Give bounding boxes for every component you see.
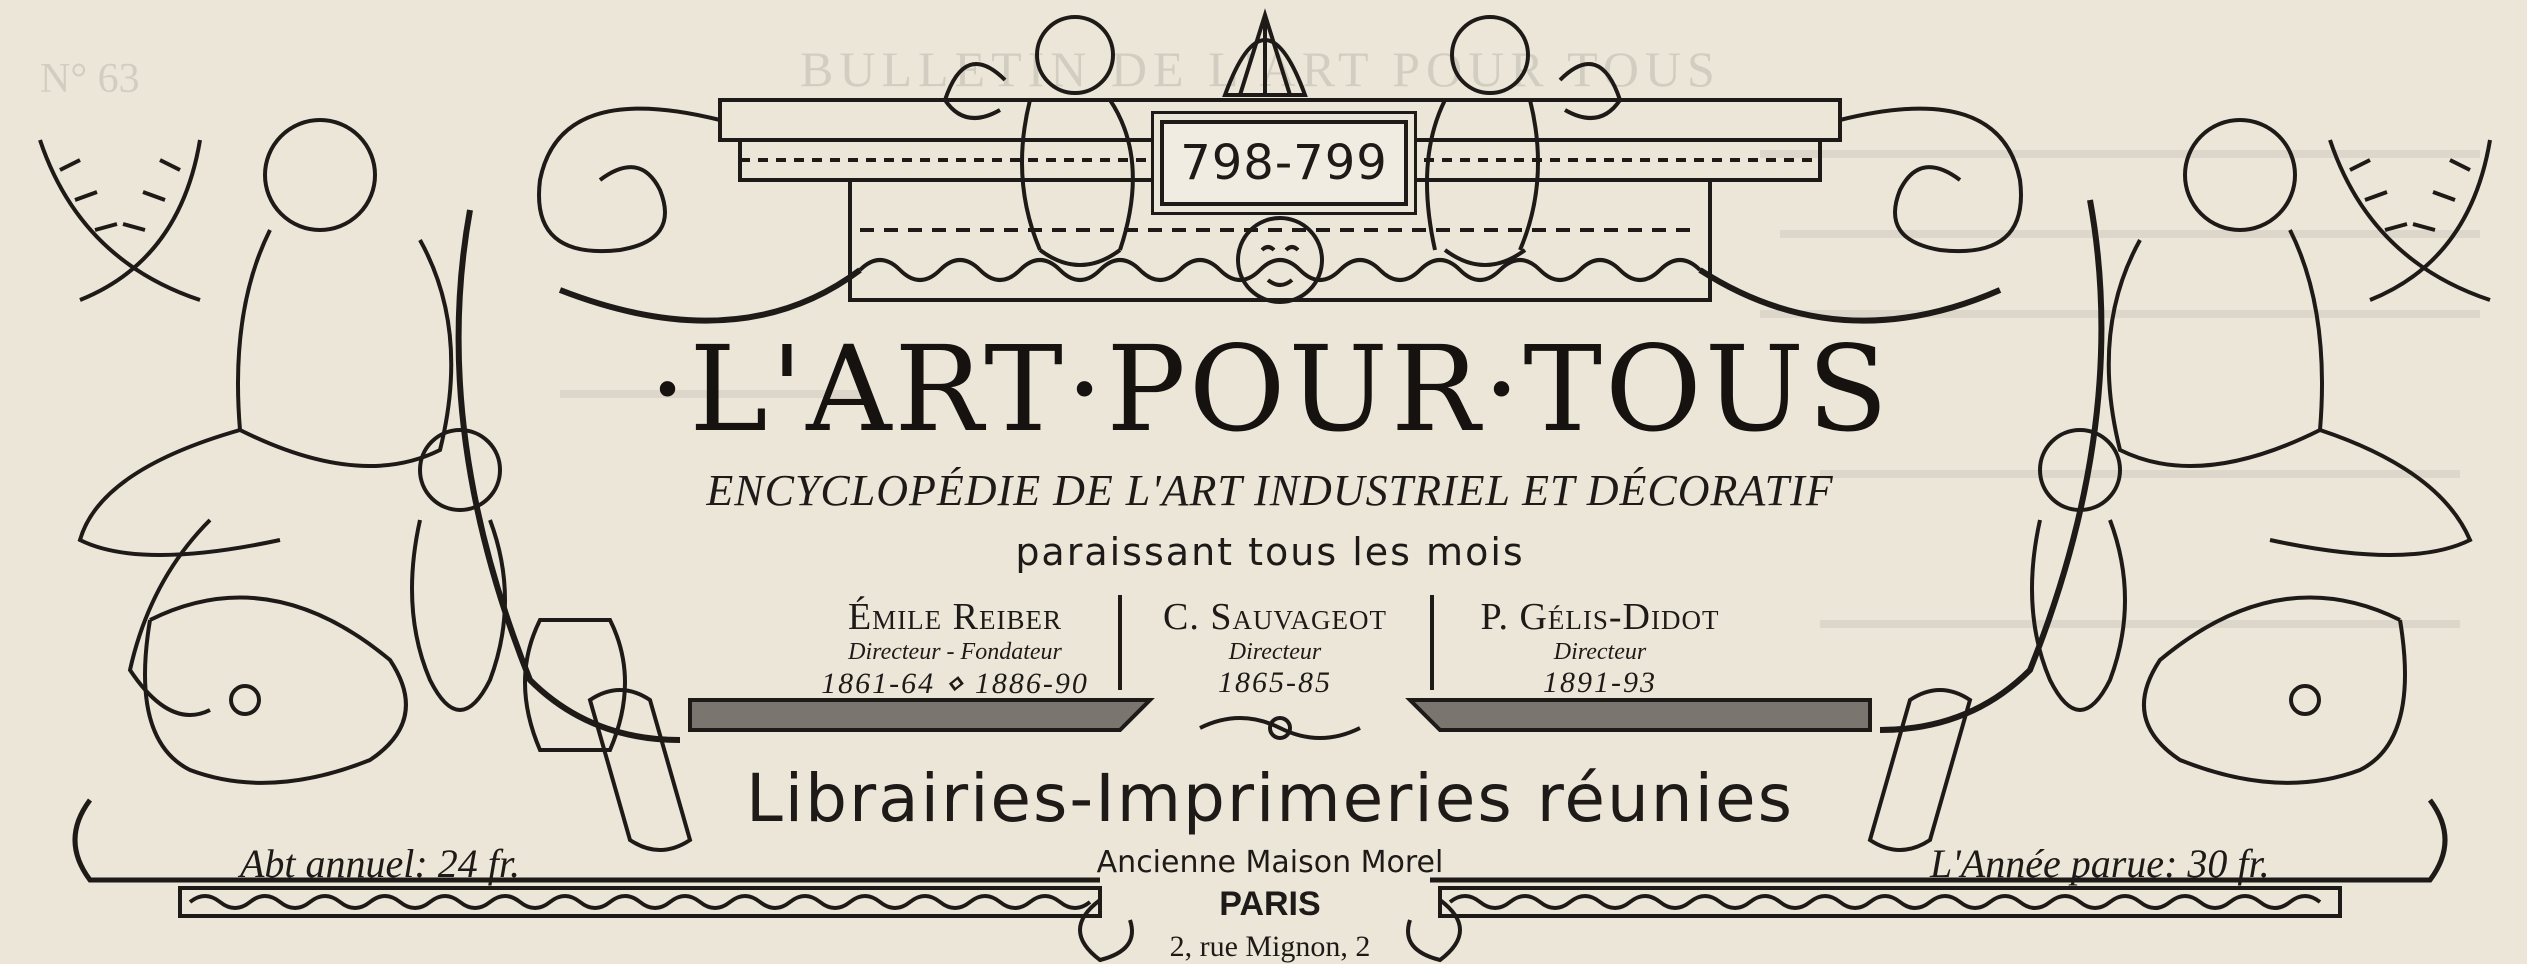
director-years: 1865-85: [1218, 666, 1332, 699]
bleed-through-header: BULLETIN DE L'ART POUR TOUS: [800, 41, 1721, 97]
past-year-price: L'Année parue: 30 fr.: [1930, 841, 2270, 886]
director-name: P. Gélis-Didot: [1480, 596, 1720, 638]
publisher-name: Librairies-Imprimeries réunies: [746, 760, 1794, 837]
director-block: [800, 595, 1110, 701]
issue-number-badge: 798-799: [1160, 120, 1408, 206]
director-role: Directeur - Fondateur: [848, 639, 1062, 665]
director-years: 1861-64 ⋄ 1886-90: [821, 667, 1089, 700]
bleed-through-number: N° 63: [40, 56, 140, 102]
masthead-title: ·L'ART·POUR·TOUS: [648, 320, 1892, 458]
director-name: C. Sauvageot: [1163, 596, 1387, 638]
director-role: Directeur: [1553, 639, 1647, 665]
publication-frequency: paraissant tous les mois: [1015, 530, 1525, 574]
former-house: Ancienne Maison Morel: [1096, 845, 1444, 880]
director-name: Émile Reiber: [847, 596, 1063, 638]
director-role: Directeur: [1228, 639, 1322, 665]
publisher-city: PARIS: [1219, 885, 1321, 923]
director-years: 1891-93: [1543, 666, 1657, 699]
director-block: [1445, 595, 1755, 700]
masthead-subtitle: ENCYCLOPÉDIE DE L'ART INDUSTRIEL ET DÉCORATIF: [706, 466, 1834, 515]
annual-subscription-price: Abt annuel: 24 fr.: [240, 841, 520, 886]
publisher-address: 2, rue Mignon, 2: [1169, 930, 1371, 963]
director-block: [1130, 595, 1420, 700]
